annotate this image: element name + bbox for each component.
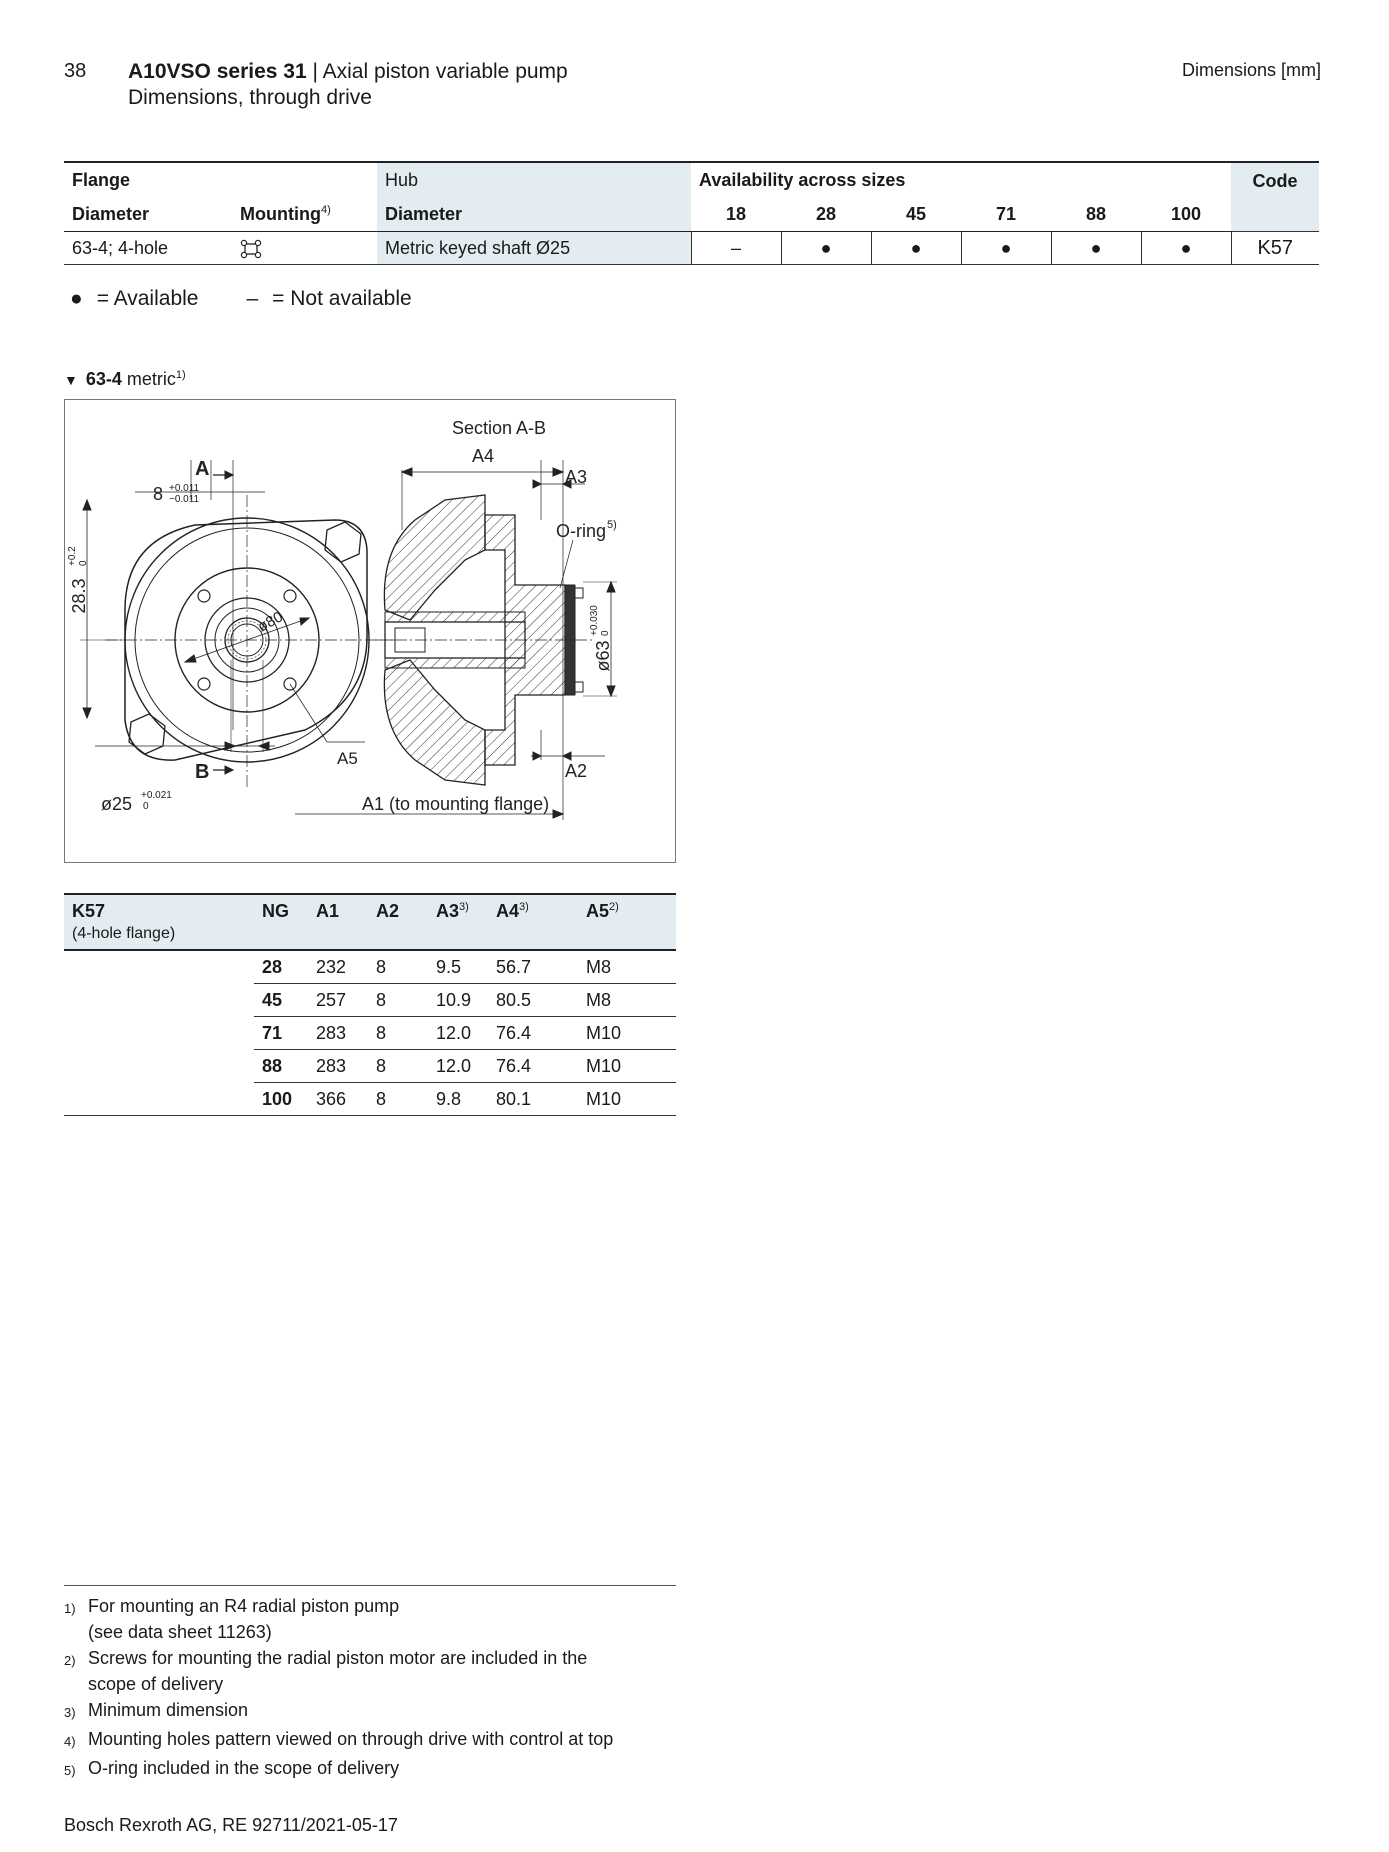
a4-cell: 76.4 xyxy=(488,1017,578,1050)
flange-front-view xyxy=(80,460,395,790)
section-heading xyxy=(64,369,186,390)
a2-cell: 8 xyxy=(368,1050,428,1083)
collapse-arrow-icon: ▼ xyxy=(64,372,78,388)
footnote-item: 1) For mounting an R4 radial piston pump (see data sheet 11263) xyxy=(64,1596,400,1642)
a2-cell: 8 xyxy=(368,950,428,984)
a2-label: A2 xyxy=(565,761,588,781)
ng-cell: 28 xyxy=(254,950,308,984)
flange-header: Flange xyxy=(64,162,377,197)
a5-cell: M10 xyxy=(578,1017,676,1050)
a3-header: A3$^{3)}$ xyxy=(428,894,488,950)
a4-label: A4 xyxy=(471,446,495,466)
a2-cell: 8 xyxy=(368,1083,428,1116)
table-row xyxy=(64,1017,676,1050)
mounting-cell xyxy=(232,232,377,265)
not-available-symbol: – xyxy=(246,287,259,310)
a3-cell: 9.5 xyxy=(428,950,488,984)
ng-cell: 88 xyxy=(254,1050,308,1083)
dim-8-tol-plus: +0.011 xyxy=(169,483,200,494)
k57-header-row xyxy=(64,894,676,950)
table-row xyxy=(64,1050,676,1083)
dim-8-value: 8 xyxy=(153,484,164,504)
title-rest: | Axial piston variable pump xyxy=(306,60,568,83)
a5-header: A5$^{2)}$ xyxy=(578,894,676,950)
document-subtitle: Dimensions, through drive xyxy=(128,86,372,109)
dim-63-value: ø63 xyxy=(593,640,613,672)
size-header: 100 xyxy=(1141,197,1231,232)
a1-cell: 366 xyxy=(308,1083,368,1116)
size-header: 18 xyxy=(691,197,781,232)
ng-cell: 71 xyxy=(254,1017,308,1050)
dim-283-tol-minus: 0 xyxy=(78,560,89,566)
dim-25-tol-minus: 0 xyxy=(143,801,149,812)
availability-mark: ● xyxy=(781,232,871,265)
ng-cell: 45 xyxy=(254,984,308,1017)
a1-cell: 283 xyxy=(308,1017,368,1050)
footnote-item: 3) Minimum dimension xyxy=(64,1700,249,1720)
footnote-divider xyxy=(64,1585,676,1586)
a3-cell: 9.8 xyxy=(428,1083,488,1116)
dim-25-tol-plus: +0.021 xyxy=(141,790,172,801)
a5-label: A5 xyxy=(337,749,358,768)
a3-cell: 12.0 xyxy=(428,1050,488,1083)
table-row xyxy=(64,232,1319,265)
section-label-bold: 63-4 xyxy=(85,369,122,389)
available-text: = Available xyxy=(96,287,199,310)
technical-drawing xyxy=(64,399,676,863)
section-title-label: Section A-B xyxy=(452,418,547,438)
available-symbol: ● xyxy=(70,287,83,310)
oring-label: O-ring xyxy=(556,521,607,541)
mounting-header: Mounting$^{4)}$ xyxy=(232,197,377,232)
four-hole-pattern-icon xyxy=(240,239,262,259)
dim-63-tol-minus: 0 xyxy=(600,630,611,636)
a1-label: A1 (to mounting flange) xyxy=(362,794,550,814)
a1-cell: 257 xyxy=(308,984,368,1017)
table-row xyxy=(64,950,676,984)
dim-283-tol-plus: +0.2 xyxy=(67,546,78,566)
not-available-text: = Not available xyxy=(272,287,412,310)
dim-283-value: 28.3 xyxy=(69,578,89,614)
availability-table xyxy=(64,161,1319,265)
ng-header: NG xyxy=(254,894,308,950)
a4-cell: 80.5 xyxy=(488,984,578,1017)
title-bold: A10VSO series 31 xyxy=(128,60,307,83)
availability-mark: ● xyxy=(961,232,1051,265)
a4-cell: 76.4 xyxy=(488,1050,578,1083)
dim-8-tol-minus: −0.011 xyxy=(169,494,200,505)
section-b-label: B xyxy=(195,761,210,783)
a5-cell: M8 xyxy=(578,950,676,984)
a3-cell: 12.0 xyxy=(428,1017,488,1050)
availability-mark: ● xyxy=(1141,232,1231,265)
dim-25-value: ø25 xyxy=(101,794,133,814)
a4-cell: 80.1 xyxy=(488,1083,578,1116)
a2-cell: 8 xyxy=(368,1017,428,1050)
code-header: Code xyxy=(1231,162,1319,232)
page-footer: Bosch Rexroth AG, RE 92711/2021-05-17 xyxy=(64,1815,398,1835)
availability-mark: ● xyxy=(1051,232,1141,265)
flange-drawing-svg xyxy=(65,400,675,862)
a2-cell: 8 xyxy=(368,984,428,1017)
footnote-item: 5) O-ring included in the scope of delivery xyxy=(64,1758,400,1778)
units-label: Dimensions [mm] xyxy=(1181,60,1321,80)
table-row xyxy=(64,1083,676,1116)
section-label-rest: metric xyxy=(121,369,176,389)
dim-80-value: ø80 xyxy=(254,608,286,636)
footnotes xyxy=(64,1593,704,1784)
flange-diameter-cell: 63-4; 4-hole xyxy=(64,232,232,265)
k57-code-header: K57 (4-hole flange) xyxy=(64,894,254,950)
section-label-sup: 1) xyxy=(175,369,186,381)
a2-header: A2 xyxy=(368,894,428,950)
hub-header: Hub xyxy=(377,162,691,197)
a5-cell: M8 xyxy=(578,984,676,1017)
size-header: 88 xyxy=(1051,197,1141,232)
k57-dimensions-table xyxy=(64,893,676,1116)
size-header: 28 xyxy=(781,197,871,232)
availability-header: Availability across sizes xyxy=(691,162,1231,197)
page-number: 38 xyxy=(64,60,87,82)
ng-cell: 100 xyxy=(254,1083,308,1116)
k57-blank-cell xyxy=(64,1083,254,1116)
a1-cell: 283 xyxy=(308,1050,368,1083)
a1-header: A1 xyxy=(308,894,368,950)
footnote-item: 2) Screws for mounting the radial piston motor are included in the scope of delivery xyxy=(64,1648,588,1694)
dim-63-tol-plus: +0.030 xyxy=(589,605,600,636)
a1-cell: 232 xyxy=(308,950,368,984)
a4-header: A4$^{3)}$ xyxy=(488,894,578,950)
oring-sup: 5) xyxy=(607,519,617,531)
section-a-label: A xyxy=(195,458,210,480)
a5-cell: M10 xyxy=(578,1050,676,1083)
a5-cell: M10 xyxy=(578,1083,676,1116)
availability-header-row-1 xyxy=(64,162,1319,197)
a3-label: A3 xyxy=(565,467,588,487)
a4-cell: 56.7 xyxy=(488,950,578,984)
code-cell: K57 xyxy=(1231,232,1319,265)
table-row xyxy=(64,984,676,1017)
flange-diameter-header: Diameter xyxy=(64,197,232,232)
size-header: 71 xyxy=(961,197,1051,232)
footnote-item: 4) Mounting holes pattern viewed on through drive with control at top xyxy=(64,1729,614,1749)
hub-diameter-header: Diameter xyxy=(377,197,691,232)
availability-mark: – xyxy=(691,232,781,265)
availability-header-row-2 xyxy=(64,197,1319,232)
availability-mark: ● xyxy=(871,232,961,265)
document-title xyxy=(128,60,568,84)
size-header: 45 xyxy=(871,197,961,232)
hub-diameter-cell: Metric keyed shaft Ø25 xyxy=(377,232,691,265)
a3-cell: 10.9 xyxy=(428,984,488,1017)
availability-legend xyxy=(70,287,422,311)
